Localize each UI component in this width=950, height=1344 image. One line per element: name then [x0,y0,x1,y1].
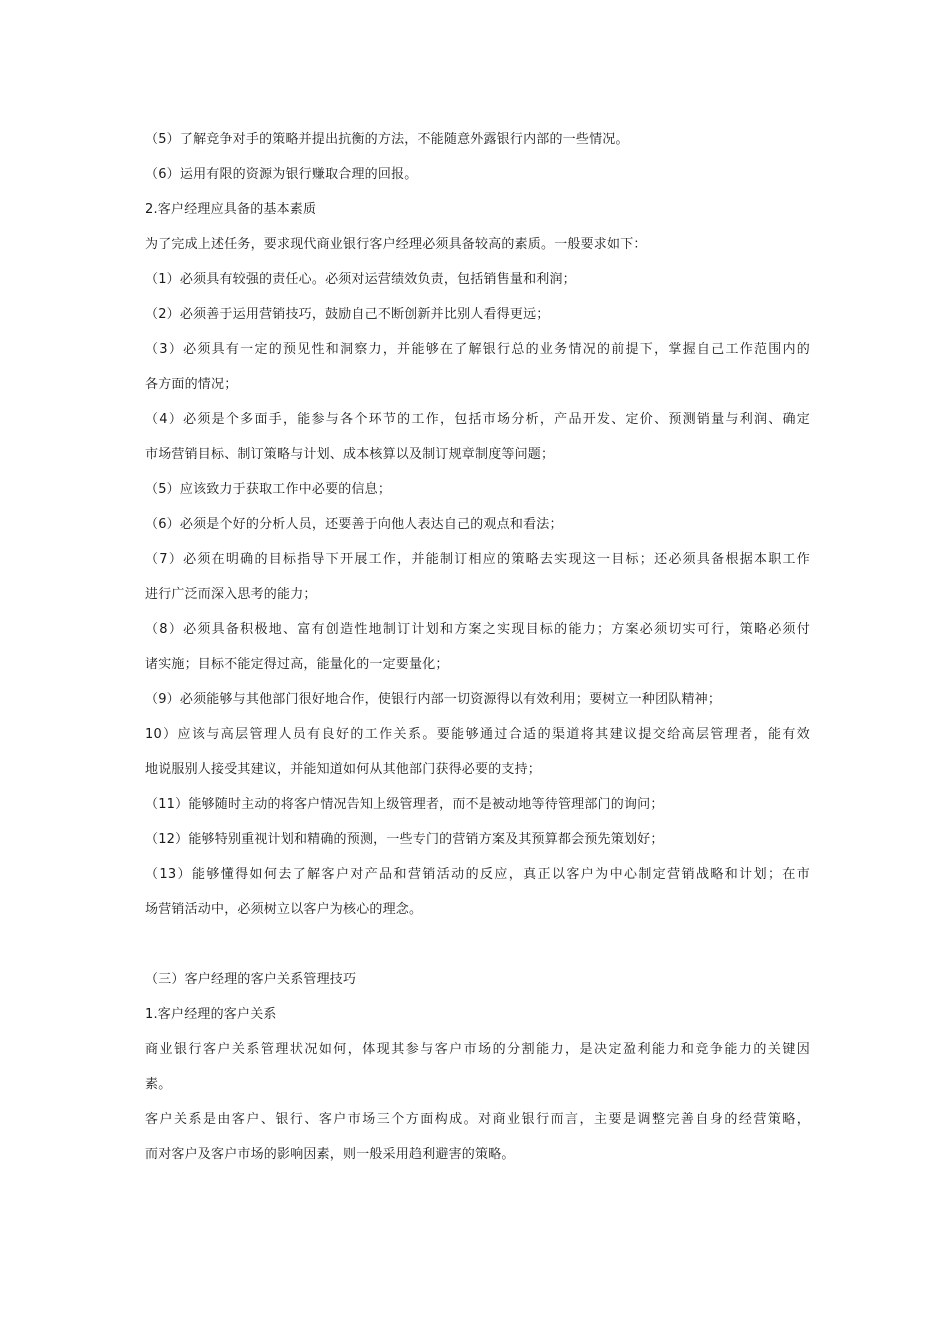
text-line: （5）了解竞争对手的策略并提出抗衡的方法，不能随意外露银行内部的一些情况。 [145,132,629,147]
section-heading: （三）客户经理的客户关系管理技巧 [145,972,357,987]
text-line: （11）能够随时主动的将客户情况告知上级管理者，而不是被动地等待管理部门的询问； [145,797,664,812]
text-line: （4）必须是个多面手，能参与各个环节的工作，包括市场分析，产品开发、定价、预测销量与利润、确定 [145,412,810,427]
text-line: 诸实施；目标不能定得过高，能量化的一定要量化； [145,657,449,672]
text-line: 各方面的情况； [145,377,238,392]
text-line: （5）应该致力于获取工作中必要的信息； [145,482,392,497]
text-line: 10）应该与高层管理人员有良好的工作关系。要能够通过合适的渠道将其建议提交给高层管理者，能有效 [145,727,810,742]
text-line: （13）能够懂得如何去了解客户对产品和营销活动的反应，真正以客户为中心制定营销战略和计划；在市 [145,867,810,882]
text-line: （6）运用有限的资源为银行赚取合理的回报。 [145,167,418,182]
text-line: （12）能够特别重视计划和精确的预测，一些专门的营销方案及其预算都会预先策划好； [145,832,664,847]
subsection-heading: 1.客户经理的客户关系 [145,1007,277,1022]
text-line: 场营销活动中，必须树立以客户为核心的理念。 [145,902,423,917]
text-line: 市场营销目标、制订策略与计划、成本核算以及制订规章制度等问题； [145,447,555,462]
text-line: 而对客户及客户市场的影响因素，则一般采用趋利避害的策略。 [145,1147,515,1162]
text-line: 客户关系是由客户、银行、客户市场三个方面构成。对商业银行而言，主要是调整完善自身的经营策略， [145,1112,810,1127]
text-line: （7）必须在明确的目标指导下开展工作，并能制订相应的策略去实现这一目标；还必须具备根据本职工作 [145,552,810,567]
text-line: （1）必须具有较强的责任心。必须对运营绩效负责，包括销售量和利润； [145,272,576,287]
text-line: 商业银行客户关系管理状况如何，体现其参与客户市场的分割能力，是决定盈利能力和竞争能力的关键因 [145,1042,810,1057]
text-line: 为了完成上述任务，要求现代商业银行客户经理必须具备较高的素质。一般要求如下： [145,237,647,252]
section-heading: 2.客户经理应具备的基本素质 [145,202,317,217]
text-line: （6）必须是个好的分析人员，还要善于向他人表达自己的观点和看法； [145,517,563,532]
document-page [145,122,810,1172]
text-line: 进行广泛而深入思考的能力； [145,587,317,602]
text-line: 地说服别人接受其建议，并能知道如何从其他部门获得必要的支持； [145,762,542,777]
blank-line [145,927,810,962]
text-line: （3）必须具有一定的预见性和洞察力，并能够在了解银行总的业务情况的前提下，掌握自己工作范围内的 [145,342,810,357]
text-line: （2）必须善于运用营销技巧，鼓励自己不断创新并比别人看得更远； [145,307,550,322]
text-line: （9）必须能够与其他部门很好地合作，使银行内部一切资源得以有效利用；要树立一种团队精神； [145,692,722,707]
text-line: （8）必须具备积极地、富有创造性地制订计划和方案之实现目标的能力；方案必须切实可行，策略必须付 [145,622,810,637]
text-line: 素。 [145,1077,172,1092]
